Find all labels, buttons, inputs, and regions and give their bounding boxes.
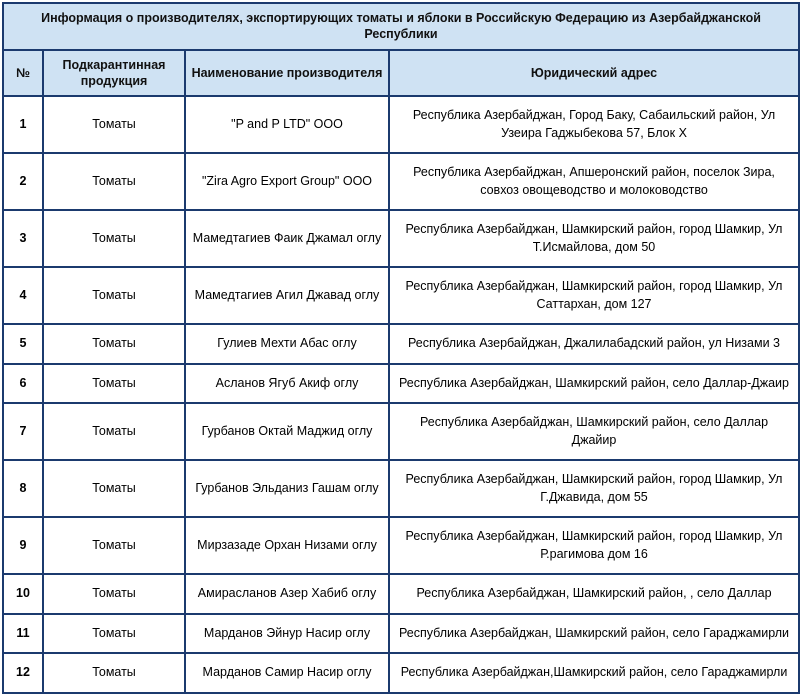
row-number-cell: 8 — [3, 460, 43, 517]
producer-cell: Амирасланов Азер Хабиб оглу — [185, 574, 389, 614]
producer-cell: Гурбанов Эльданиз Гашам оглу — [185, 460, 389, 517]
row-number-cell: 1 — [3, 96, 43, 153]
product-cell: Томаты — [43, 460, 185, 517]
table-row — [3, 574, 799, 614]
product-cell: Томаты — [43, 324, 185, 364]
row-number-cell: 10 — [3, 574, 43, 614]
table-row — [3, 403, 799, 460]
product-cell: Томаты — [43, 614, 185, 654]
address-cell: Республика Азербайджан, Шамкирский район, , село Даллар — [389, 574, 799, 614]
column-header-producer: Наименование производителя — [185, 50, 389, 97]
row-number-cell: 9 — [3, 517, 43, 574]
address-cell: Республика Азербайджан, Шамкирский район, село Гараджамирли — [389, 614, 799, 654]
page-title: Информация о производителях, экспортирующих томаты и яблоки в Российскую Федерацию из Азербайджанской Республики — [3, 3, 799, 50]
header-row — [3, 50, 799, 97]
column-header-product: Подкарантинная продукция — [43, 50, 185, 97]
address-cell: Республика Азербайджан, Шамкирский район, город Шамкир, Ул Г.Джавида, дом 55 — [389, 460, 799, 517]
address-cell: Республика Азербайджан, Шамкирский район, город Шамкир, Ул Р.рагимова дом 16 — [389, 517, 799, 574]
producer-cell: Асланов Ягуб Акиф оглу — [185, 364, 389, 404]
table-row — [3, 96, 799, 153]
product-cell: Томаты — [43, 364, 185, 404]
title-row — [3, 3, 799, 50]
product-cell: Томаты — [43, 267, 185, 324]
table-row — [3, 460, 799, 517]
producer-cell: "P and P LTD" ООО — [185, 96, 389, 153]
address-cell: Республика Азербайджан, Апшеронский район, поселок Зира, совхоз овощеводство и молоководство — [389, 153, 799, 210]
row-number-cell: 4 — [3, 267, 43, 324]
producer-cell: Гурбанов Октай Маджид оглу — [185, 403, 389, 460]
producer-cell: Мамедтагиев Фаик Джамал оглу — [185, 210, 389, 267]
table-row — [3, 653, 799, 693]
row-number-cell: 3 — [3, 210, 43, 267]
producer-cell: Марданов Эйнур Насир оглу — [185, 614, 389, 654]
producers-table — [2, 2, 800, 694]
table-row — [3, 153, 799, 210]
table-body — [3, 96, 799, 693]
table-row — [3, 324, 799, 364]
address-cell: Республика Азербайджан, Джалилабадский район, ул Низами 3 — [389, 324, 799, 364]
producer-cell: "Zira Agro Export Group" ООО — [185, 153, 389, 210]
product-cell: Томаты — [43, 153, 185, 210]
address-cell: Республика Азербайджан, Шамкирский район, город Шамкир, Ул Саттархан, дом 127 — [389, 267, 799, 324]
product-cell: Томаты — [43, 210, 185, 267]
producer-cell: Мирзазаде Орхан Низами оглу — [185, 517, 389, 574]
row-number-cell: 5 — [3, 324, 43, 364]
row-number-cell: 12 — [3, 653, 43, 693]
product-cell: Томаты — [43, 574, 185, 614]
table-row — [3, 364, 799, 404]
product-cell: Томаты — [43, 96, 185, 153]
row-number-cell: 11 — [3, 614, 43, 654]
address-cell: Республика Азербайджан, Шамкирский район, село Даллар Джайир — [389, 403, 799, 460]
column-header-address: Юридический адрес — [389, 50, 799, 97]
table-row — [3, 267, 799, 324]
product-cell: Томаты — [43, 653, 185, 693]
row-number-cell: 7 — [3, 403, 43, 460]
address-cell: Республика Азербайджан, Шамкирский район, город Шамкир, Ул Т.Исмайлова, дом 50 — [389, 210, 799, 267]
producer-cell: Мамедтагиев Агил Джавад оглу — [185, 267, 389, 324]
table-row — [3, 614, 799, 654]
producer-cell: Марданов Самир Насир оглу — [185, 653, 389, 693]
address-cell: Республика Азербайджан,Шамкирский район, село Гараджамирли — [389, 653, 799, 693]
product-cell: Томаты — [43, 403, 185, 460]
row-number-cell: 6 — [3, 364, 43, 404]
table-row — [3, 210, 799, 267]
address-cell: Республика Азербайджан, Город Баку, Сабаильский район, Ул Узеира Гаджыбекова 57, Блок X — [389, 96, 799, 153]
row-number-cell: 2 — [3, 153, 43, 210]
producer-cell: Гулиев Мехти Абас оглу — [185, 324, 389, 364]
address-cell: Республика Азербайджан, Шамкирский район, село Даллар-Джаир — [389, 364, 799, 404]
column-header-number: № — [3, 50, 43, 97]
table-row — [3, 517, 799, 574]
product-cell: Томаты — [43, 517, 185, 574]
